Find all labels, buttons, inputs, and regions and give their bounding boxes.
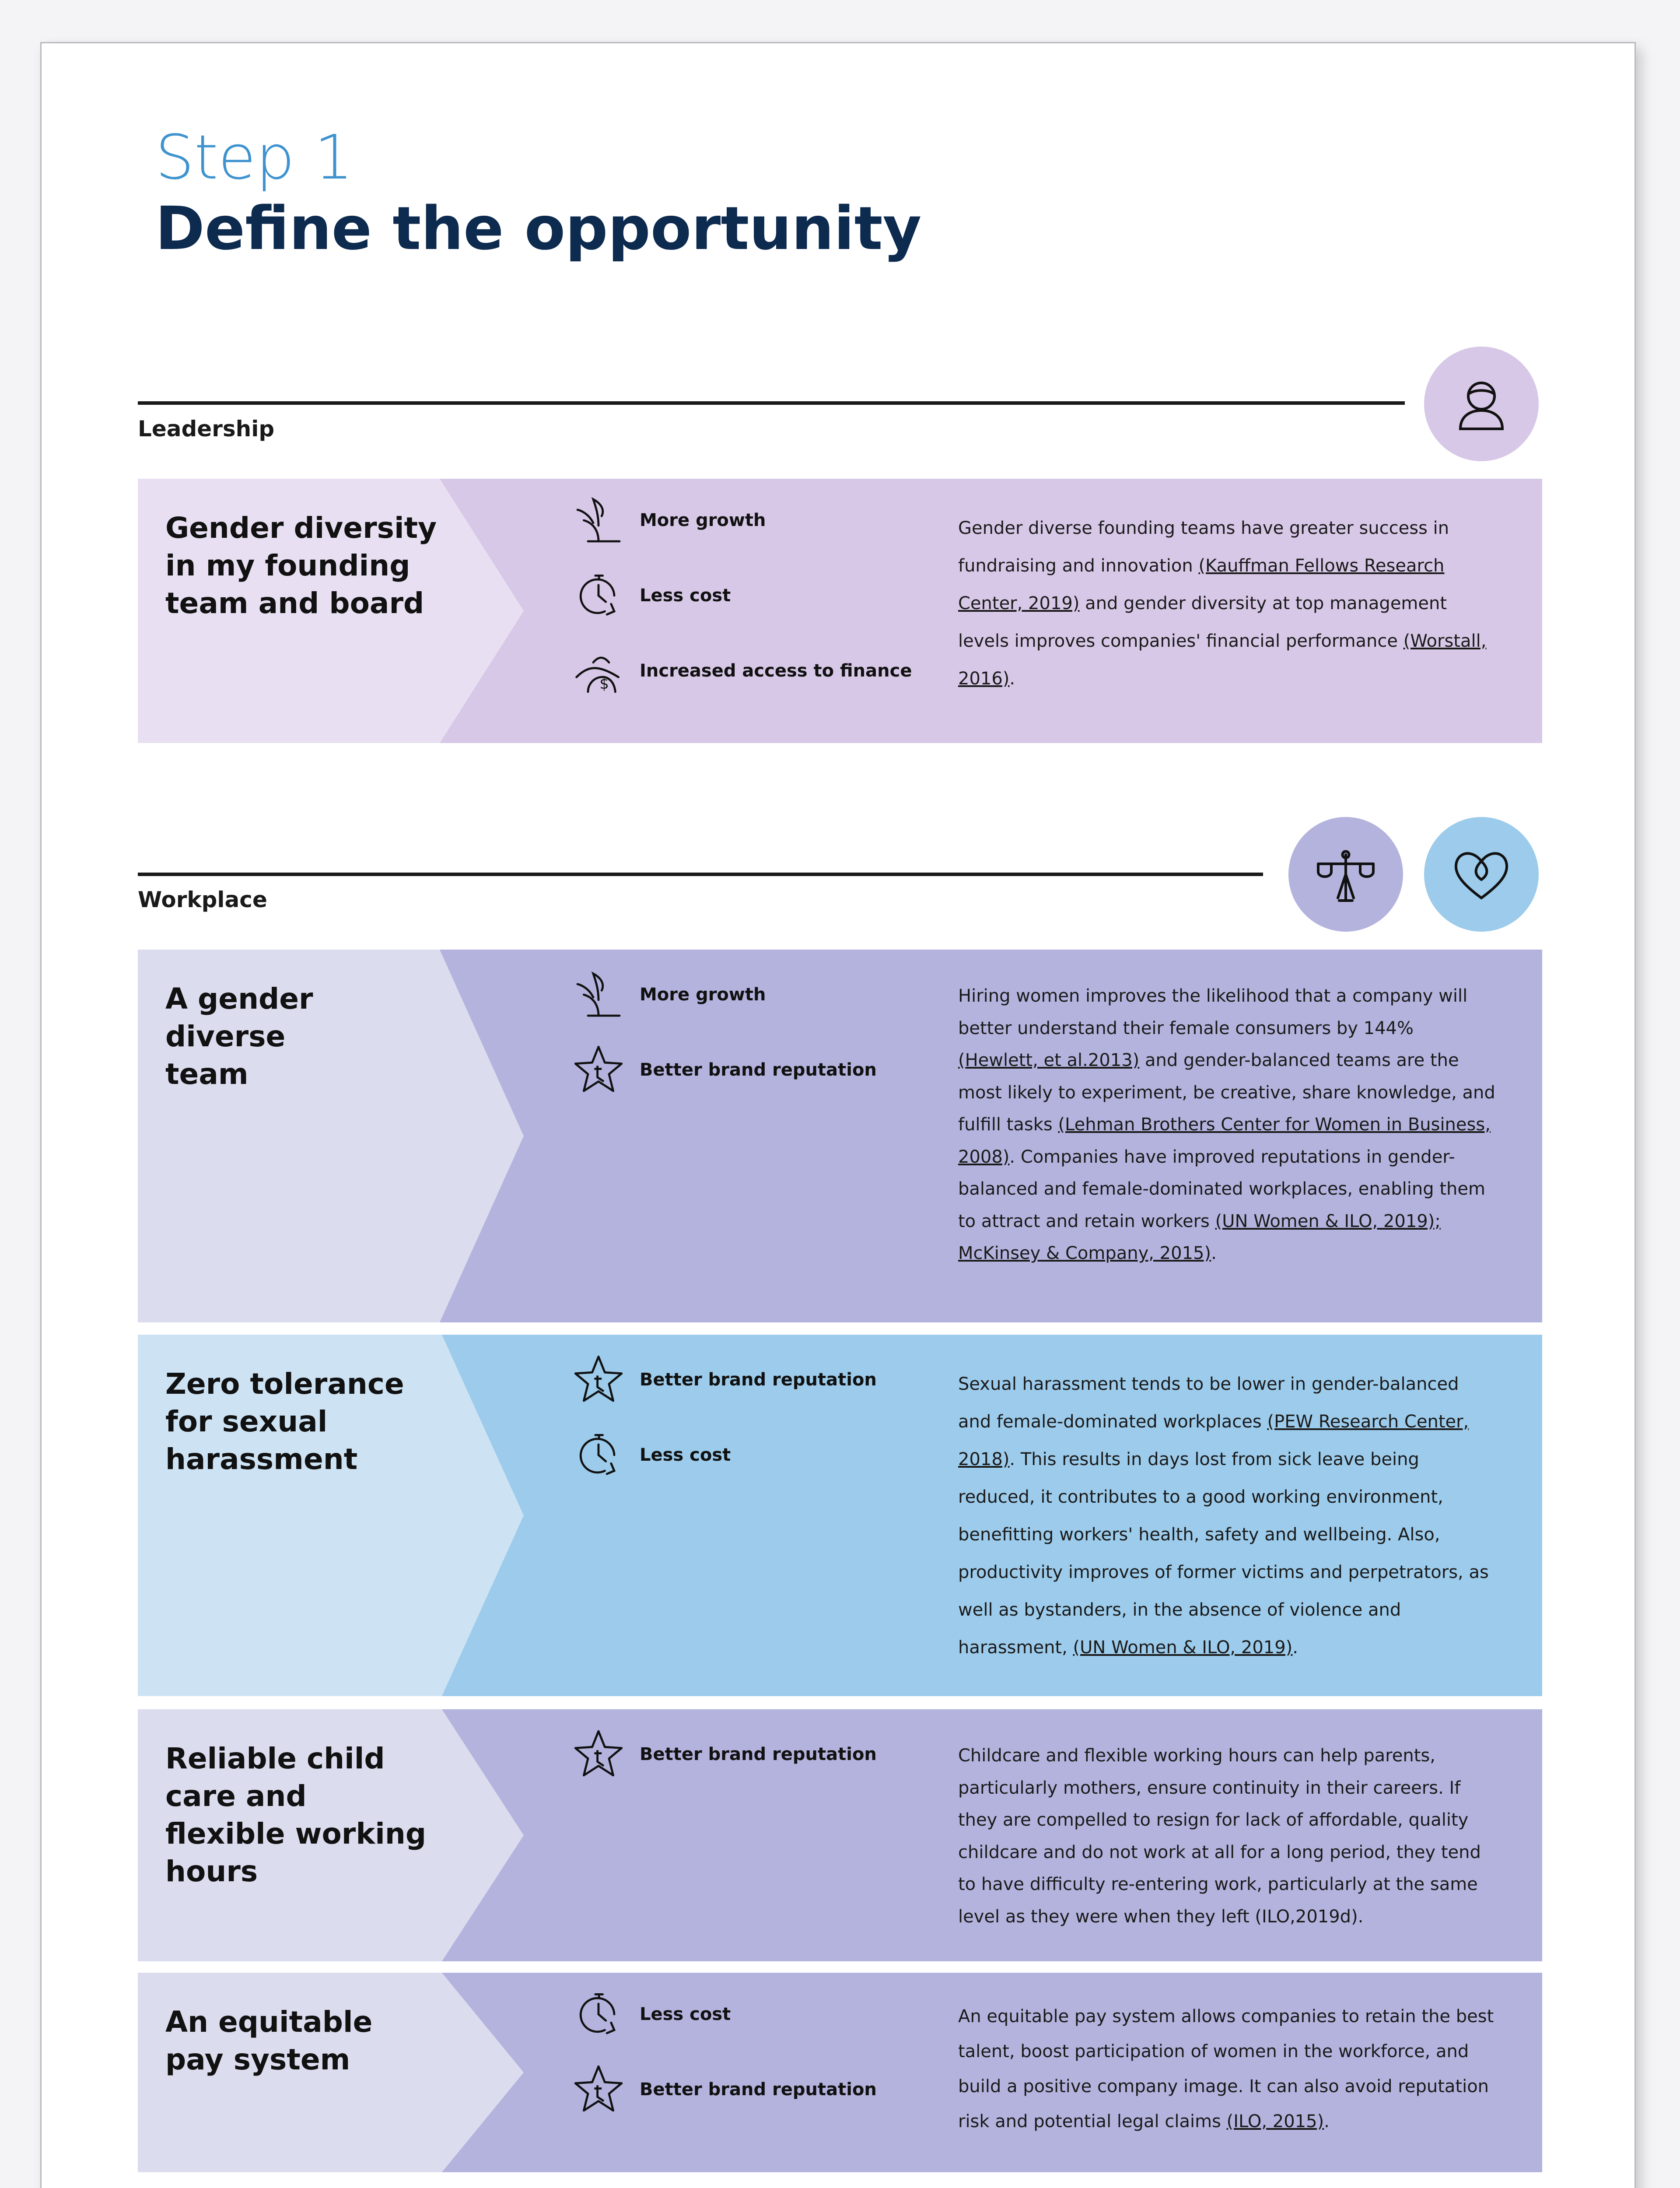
star-icon — [569, 2060, 628, 2119]
row-heading: Gender diversity in my founding team and board — [165, 511, 437, 620]
star-icon — [569, 1725, 628, 1784]
row-heading: A gender diverse team — [165, 982, 313, 1091]
row-zero-tolerance-harassment — [138, 1335, 1542, 1696]
money-hand-icon — [569, 641, 628, 701]
row-description: Sexual harassment tends to be lower in gender-balanced and female-dominated workplaces (PEW Research Center, 2018). This results in days lost from sick leave being reduced, it contributes to a good working environment, benefitting workers' health, safety and wellbeing. Also, productivity improves of former victims and perpetrators, as well as bystanders, in the absence of violence and harassment, (UN Women & ILO, 2019). — [958, 1374, 1489, 1658]
page-title: Define the opportunity — [155, 194, 922, 263]
benefit-brand-reputation: Better brand reputation — [569, 2061, 877, 2118]
row-child-care-flexible — [138, 1709, 1542, 1961]
benefit-more-growth: More growth — [569, 966, 766, 1023]
clock-arrow-icon — [569, 1425, 628, 1485]
benefit-access-finance: $ Increased access to finance — [569, 642, 912, 699]
row-description: An equitable pay system allows companies to retain the best talent, boost participation of women in the workforce, and build a positive company image. It can also avoid reputation risk and potential legal claims (ILO, 2015). — [958, 2006, 1494, 2132]
person-icon — [1424, 347, 1539, 461]
citation-link[interactable]: (UN Women & ILO, 2019) — [1073, 1637, 1293, 1658]
document-page — [40, 42, 1636, 2188]
benefit-brand-reputation: Better brand reputation — [569, 1726, 877, 1783]
citation-link[interactable]: (Kauffman Fellows Research Center, 2019) — [958, 556, 1445, 614]
svg-text:$: $ — [599, 675, 609, 692]
star-icon — [569, 1040, 628, 1100]
clock-arrow-icon — [569, 566, 628, 625]
section-label-leadership: Leadership — [138, 416, 275, 442]
sprout-icon — [569, 965, 628, 1024]
benefit-brand-reputation: Better brand reputation — [569, 1041, 877, 1098]
citation-link[interactable]: (Worstall, 2016) — [958, 631, 1487, 689]
sprout-icon — [569, 491, 628, 550]
heart-icon — [1424, 817, 1539, 932]
row-description: Hiring women improves the likelihood that a company will better understand their female consumers by 144% (Hewlett, et al.2013) and gender-balanced teams are the most likely to experiment, be creative, share knowledge, and fulfill tasks (Lehman Brothers Center for Women in Business, 2008). Companies have improved reputations in gender-balanced and female-dominated workplaces, enabling them to attract and retain workers (UN Women & ILO, 2019); McKinsey & Company, 2015). — [958, 986, 1495, 1263]
clock-arrow-icon — [569, 1985, 628, 2044]
citation-link[interactable]: (Lehman Brothers Center for Women in Business, 2008) — [958, 1115, 1491, 1167]
workplace-rule — [138, 873, 1263, 876]
row-gender-diversity-founding — [138, 479, 1542, 743]
row-heading: Reliable child care and flexible working hours — [165, 1742, 427, 1888]
row-equitable-pay — [138, 1973, 1542, 2172]
star-icon — [569, 1350, 628, 1410]
citation-link[interactable]: (UN Women & ILO, 2019); McKinsey & Company, 2015) — [958, 1211, 1441, 1263]
step-number: Step 1 — [155, 122, 354, 193]
section-label-workplace: Workplace — [138, 887, 267, 912]
row-gender-diverse-team — [138, 950, 1542, 1322]
benefit-brand-reputation: Better brand reputation — [569, 1351, 877, 1408]
row-heading: An equitable pay system — [165, 2005, 373, 2076]
benefit-more-growth: More growth — [569, 492, 766, 549]
citation-link[interactable]: (PEW Research Center, 2018) — [958, 1412, 1469, 1469]
scales-icon — [1288, 817, 1403, 932]
benefit-less-cost: Less cost — [569, 1986, 731, 2043]
citation-link[interactable]: (Hewlett, et al.2013) — [958, 1050, 1140, 1070]
leadership-rule — [138, 401, 1405, 405]
row-heading: Zero tolerance for sexual harassment — [165, 1367, 404, 1476]
row-description: Childcare and flexible working hours can help parents, particularly mothers, ensure continuity in their careers. If they are compelled to resign for lack of affordable, quality childcare and do not work at all for a long period, they tend to have difficulty re-entering work, particularly at the same level as they were when they left (ILO,2019d). — [958, 1746, 1481, 1927]
citation-link[interactable]: (ILO, 2015) — [1226, 2111, 1324, 2132]
benefit-less-cost: Less cost — [569, 567, 731, 624]
benefit-less-cost: Less cost — [569, 1427, 731, 1483]
row-description: Gender diverse founding teams have greater success in fundraising and innovation (Kauffman Fellows Research Center, 2019) and gender diversity at top management levels improves companies' financial performance (Worstall, 2016). — [958, 518, 1487, 689]
